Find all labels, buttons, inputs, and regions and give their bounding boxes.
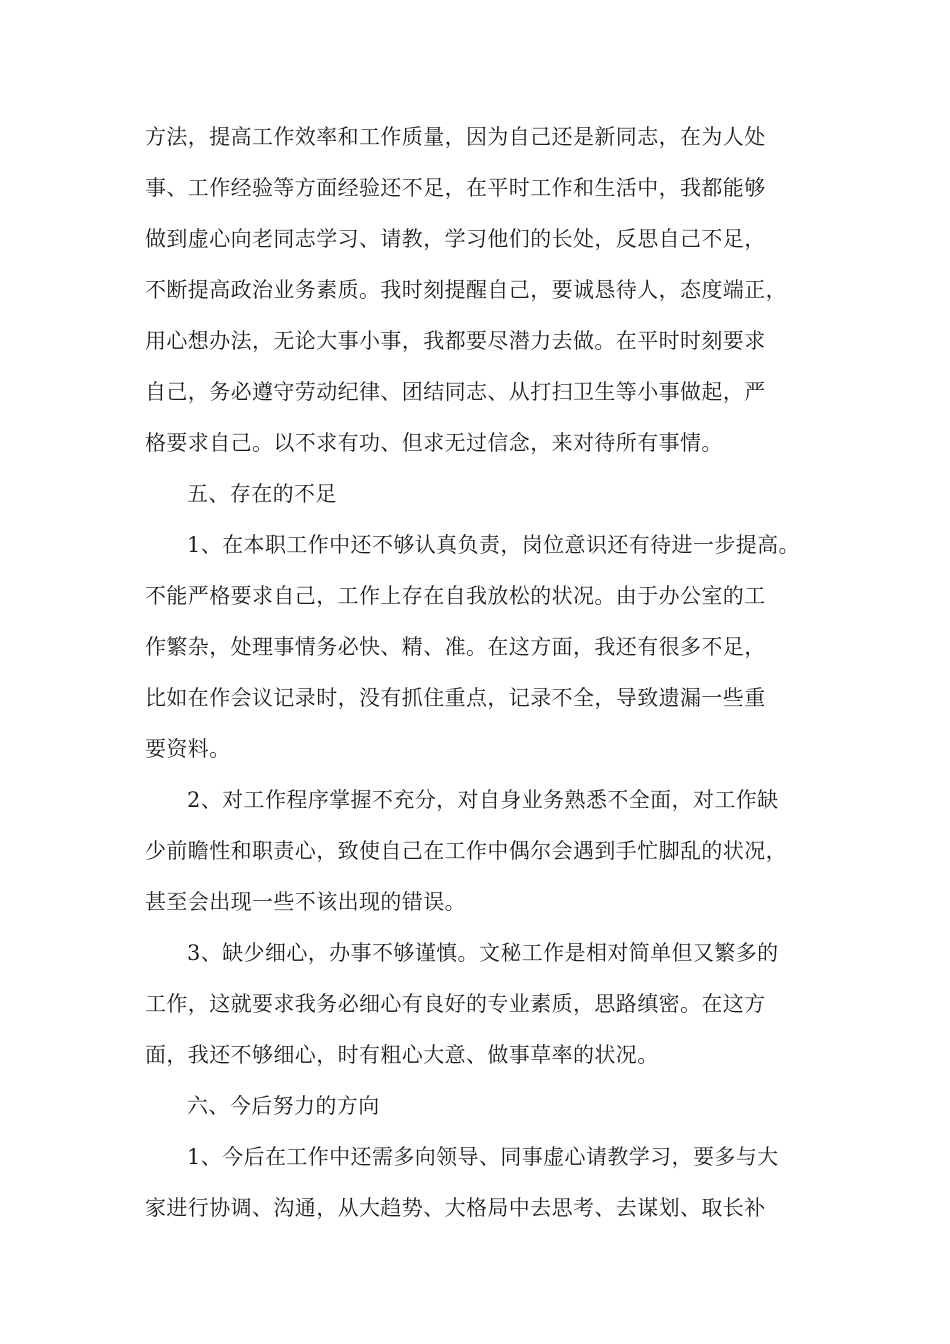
text-line-12: 比如在作会议记录时，没有抓住重点，记录不全，导致遗漏一些重: [145, 686, 766, 710]
text-line-14: 2、对工作程序掌握不充分，对自身业务熟悉不全面，对工作缺: [187, 788, 779, 812]
text-line-2: 事、工作经验等方面经验还不足，在平时工作和生活中，我都能够: [145, 176, 766, 200]
text-line-15: 少前瞻性和职责心，致使自己在工作中偶尔会遇到手忙脚乱的状况，: [145, 839, 787, 863]
text-line-21: 1、今后在工作中还需多向领导、同事虚心请教学习，要多与大: [187, 1145, 779, 1169]
section-heading-5: 五、存在的不足: [187, 482, 337, 506]
text-line-16: 甚至会出现一些不该出现的错误。: [145, 890, 466, 914]
text-line-1: 方法，提高工作效率和工作质量，因为自己还是新同志，在为人处: [145, 125, 766, 149]
text-line-13: 要资料。: [145, 737, 231, 761]
text-line-4: 不断提高政治业务素质。我时刻提醒自己，要诚恳待人，态度端正，: [145, 278, 787, 302]
text-line-3: 做到虚心向老同志学习、请教，学习他们的长处，反思自己不足，: [145, 227, 766, 251]
text-line-5: 用心想办法，无论大事小事，我都要尽潜力去做。在平时时刻要求: [145, 329, 766, 353]
text-line-18: 工作，这就要求我务必细心有良好的专业素质，思路缜密。在这方: [145, 992, 766, 1016]
text-line-10: 不能严格要求自己，工作上存在自我放松的状况。由于办公室的工: [145, 584, 766, 608]
text-line-11: 作繁杂，处理事情务必快、精、准。在这方面，我还有很多不足，: [145, 635, 766, 659]
text-line-17: 3、缺少细心，办事不够谨慎。文秘工作是相对简单但又繁多的: [187, 941, 779, 965]
text-line-9: 1、在本职工作中还不够认真负责，岗位意识还有待进一步提高。: [187, 533, 800, 557]
text-line-6: 自己，务必遵守劳动纪律、团结同志、从打扫卫生等小事做起，严: [145, 380, 766, 404]
text-line-7: 格要求自己。以不求有功、但求无过信念，来对待所有事情。: [145, 431, 723, 455]
text-line-22: 家进行协调、沟通，从大趋势、大格局中去思考、去谋划、取长补: [145, 1196, 766, 1220]
section-heading-6: 六、今后努力的方向: [187, 1094, 380, 1118]
text-line-19: 面，我还不够细心，时有粗心大意、做事草率的状况。: [145, 1043, 659, 1067]
